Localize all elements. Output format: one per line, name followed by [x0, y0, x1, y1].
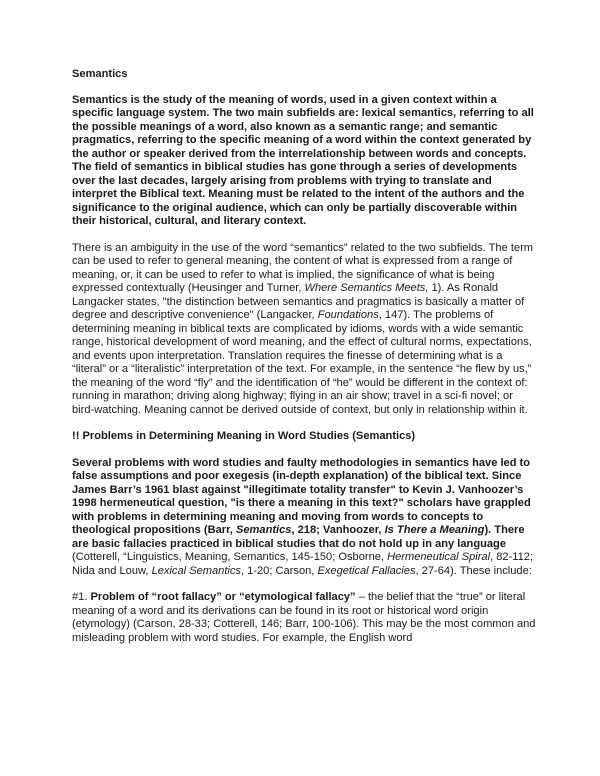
citation-title: Hermeneutical Spiral	[387, 551, 491, 563]
section-heading: !! Problems in Determining Meaning in Word Studies (Semantics)	[72, 430, 416, 442]
citation-title: Foundations	[317, 309, 379, 321]
root-fallacy-paragraph	[72, 591, 538, 645]
text-run: 1). As Ronald Langacker states, "the distinction between semantics and pragmatics is basically a matter of degree and descriptive convenience" (Langacker,	[72, 282, 525, 321]
text-run: , 1-20; Carson,	[240, 564, 318, 577]
text-run: There is an ambiguity in the use of the word “semantics” related to the two subfields. The term can be used to refer to general meaning, the content of what is expressed from a range of meaning, or, it can be used to refer to what is implied, the significance of what is being expressed contextually (Heusinger and Turner,	[72, 241, 534, 294]
citation-title: Is There a Meaning	[384, 524, 485, 536]
fallacy-title: Problem of “root fallacy” or “etymological fallacy”	[90, 591, 356, 603]
page-title: Semantics	[72, 68, 128, 80]
text-run: (Cotterell, “Linguistics, Meaning, Semantics, 145-150; Osborne,	[72, 551, 388, 563]
text-run: , 218; Vanhoozer,	[291, 524, 385, 536]
text-run: Several problems with word studies and faulty methodologies in semantics have led to false assumptions and poor exegesis (in-depth explanation) of the biblical text. Since James Barr’s 1961 blast against "illegitimate totality transfer" to Kevin J. Vanhoozer’s 1998 hermeneutical question, "is there a meaning in this text?" scholars have grappled with problems in determining meaning and moving from words to concepts to theological propositions (Barr,	[72, 456, 531, 536]
list-number: #1.	[72, 591, 91, 603]
intro-paragraph: Semantics is the study of the meaning of words, used in a given context within a specific language system. The two main subfields are: lexical semantics, referring to all the possible meanings of a word, also known as a semantic range; and semantic pragmatics, referring to the specific meaning of a word within the context generated by the author or speaker derived from the interrelationship between words and concepts. The field of semantics in biblical studies has gone through a series of developments over the last decades, largely arising from problems with trying to translate and interpret the Biblical text. Meaning must be related to the intent of the authors and the significance to the original audience, which can only be partially discoverable within their historical, cultural, and literary context.	[72, 93, 534, 227]
ambiguity-paragraph	[72, 242, 538, 418]
text-run: – the belief that the “true” or literal meaning of a word and its derivations can be found in its root or historical word origin (etymology) (Carson, 28-33; Cotterell, 146; Barr, 100-106). This may be the most common and misleading problem with word studies. For example, the English word	[72, 591, 536, 644]
document-page	[72, 68, 538, 658]
text-run: , 147). The problems of determining meaning in biblical texts are complicated by idioms, words with a wide semantic range, historical development of word meaning, and the effect of cultural norms, expectations, and events upon interpretation. Translation requires the finesse of determining what is a “literal” or a “literalistic” interpretation of the text. For example, in the sentence “he flew by us,” the meaning of the word “fly” and the identification of “he” would be different in the context of: running in marathon; driving along highway; flying in an air show; travel in a sci-fi novel; or bird-watching. Meaning cannot be derived outside of context, but only in relationship within it.	[72, 309, 532, 416]
citation-title: Lexical Semantics	[151, 564, 241, 577]
text-run: , 82-112; Nida and Louw,	[72, 551, 534, 577]
citation-title: Exegetical Fallacies	[317, 564, 416, 577]
text-run: , 27-64). These include:	[415, 564, 532, 577]
problems-paragraph	[72, 457, 538, 579]
citation-title: Semantics	[235, 524, 292, 536]
citation-title: Where Semantics Meets,	[304, 282, 429, 294]
text-run: ). There are basic fallacies practiced in biblical studies that do not hold up in any language	[72, 524, 525, 550]
